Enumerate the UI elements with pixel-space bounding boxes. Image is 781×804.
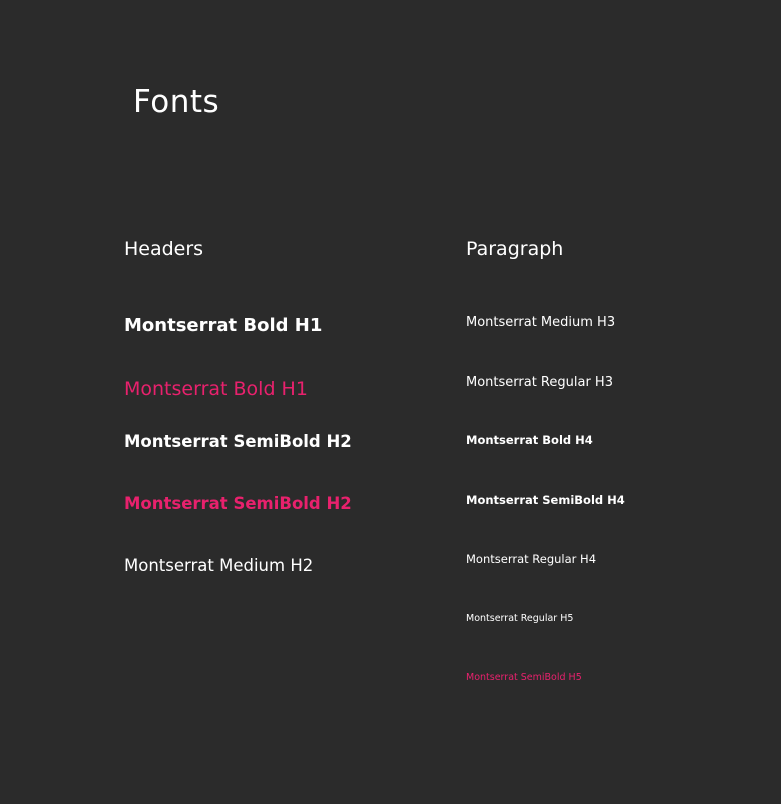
header-sample-semibold-h2-accent: Montserrat SemiBold H2 [124,494,352,513]
paragraph-sample-medium-h3: Montserrat Medium H3 [466,315,616,330]
paragraph-sample-bold-h4: Montserrat Bold H4 [466,433,593,447]
headers-section-heading: Headers [124,238,204,260]
page-title: Fonts [133,84,220,120]
paragraph-sample-semibold-h5-accent: Montserrat SemiBold H5 [466,672,582,683]
paragraph-sample-semibold-h4: Montserrat SemiBold H4 [466,493,625,507]
header-sample-semibold-h2: Montserrat SemiBold H2 [124,432,352,451]
paragraph-sample-regular-h5: Montserrat Regular H5 [466,613,574,624]
paragraph-sample-regular-h4: Montserrat Regular H4 [466,552,597,566]
paragraph-section-heading: Paragraph [466,238,564,260]
header-sample-bold-h1-accent: Montserrat Bold H1 [124,378,308,400]
header-sample-medium-h2: Montserrat Medium H2 [124,556,314,575]
paragraph-sample-regular-h3: Montserrat Regular H3 [466,375,613,390]
header-sample-bold-h1: Montserrat Bold H1 [124,315,323,336]
